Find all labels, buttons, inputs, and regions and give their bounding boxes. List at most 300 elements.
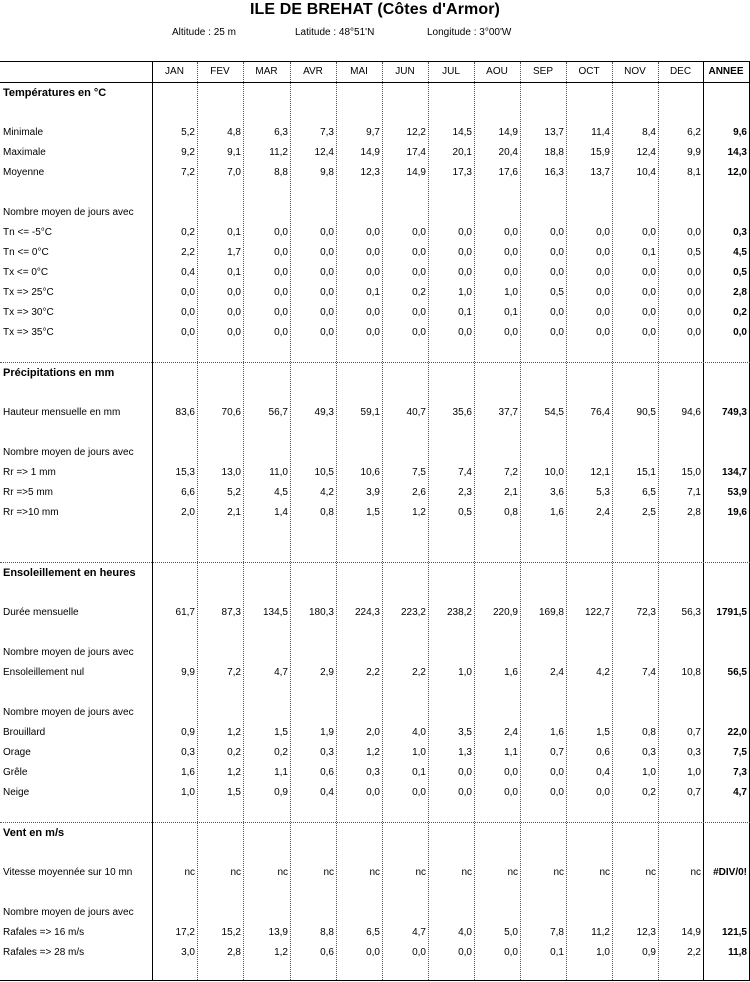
- monthly-value: 1,1: [274, 767, 288, 778]
- monthly-value: 0,0: [412, 247, 426, 258]
- longitude-label: Longitude : 3°00'W: [427, 27, 512, 38]
- monthly-value: 61,7: [175, 607, 195, 618]
- monthly-value: 7,2: [227, 667, 241, 678]
- monthly-value: 1,2: [227, 727, 241, 738]
- monthly-value: 0,2: [181, 227, 195, 238]
- monthly-value: 0,1: [227, 227, 241, 238]
- monthly-value: nc: [369, 867, 380, 878]
- monthly-value: 0,0: [366, 267, 380, 278]
- monthly-value: 0,0: [181, 327, 195, 338]
- monthly-value: 0,0: [596, 247, 610, 258]
- monthly-value: nc: [184, 867, 195, 878]
- monthly-value: 59,1: [360, 407, 380, 418]
- monthly-value: 0,0: [642, 227, 656, 238]
- monthly-value: 37,7: [498, 407, 518, 418]
- monthly-value: 17,3: [452, 167, 472, 178]
- monthly-value: 10,8: [681, 667, 701, 678]
- monthly-value: 0,0: [687, 267, 701, 278]
- monthly-value: 11,4: [591, 127, 610, 138]
- annual-value: 9,6: [733, 127, 747, 138]
- monthly-value: 1,7: [227, 247, 241, 258]
- monthly-value: 6,3: [274, 127, 288, 138]
- monthly-value: 0,0: [366, 227, 380, 238]
- monthly-value: 2,8: [687, 507, 701, 518]
- monthly-value: 15,0: [681, 467, 701, 478]
- monthly-value: 2,4: [550, 667, 564, 678]
- monthly-value: 0,0: [550, 327, 564, 338]
- monthly-value: 0,0: [458, 227, 472, 238]
- monthly-value: 0,0: [412, 327, 426, 338]
- annual-value: 14,3: [727, 147, 747, 158]
- monthly-value: 0,0: [320, 267, 334, 278]
- monthly-value: 0,2: [412, 287, 426, 298]
- row-label: Neige: [3, 787, 30, 798]
- monthly-value: 2,1: [227, 507, 241, 518]
- monthly-value: 9,9: [687, 147, 701, 158]
- monthly-value: 13,7: [544, 127, 564, 138]
- monthly-value: 0,0: [366, 247, 380, 258]
- monthly-value: 0,9: [642, 947, 656, 958]
- monthly-value: 1,5: [366, 507, 380, 518]
- monthly-value: 0,0: [504, 227, 518, 238]
- monthly-value: nc: [599, 867, 610, 878]
- monthly-value: 7,4: [458, 467, 472, 478]
- row-label: Rr => 1 mm: [3, 467, 56, 478]
- monthly-value: 1,0: [458, 667, 472, 678]
- monthly-value: 4,0: [458, 927, 472, 938]
- monthly-value: 56,3: [681, 607, 701, 618]
- monthly-value: 4,7: [274, 667, 288, 678]
- monthly-value: 15,3: [175, 467, 195, 478]
- monthly-value: 0,6: [320, 947, 334, 958]
- monthly-value: 10,4: [636, 167, 656, 178]
- column-header: DEC: [669, 66, 692, 77]
- table-bottom-border: [0, 980, 750, 981]
- monthly-value: 0,0: [320, 327, 334, 338]
- monthly-value: 0,0: [412, 787, 426, 798]
- monthly-value: 72,3: [636, 607, 656, 618]
- row-label: Vitesse moyennée sur 10 mn: [3, 867, 133, 878]
- annual-value: 4,5: [733, 247, 747, 258]
- monthly-value: 1,0: [642, 767, 656, 778]
- row-label: Rafales => 16 m/s: [3, 927, 85, 938]
- annual-value: 19,6: [727, 507, 747, 518]
- monthly-value: 0,0: [596, 227, 610, 238]
- section-heading: Vent en m/s: [3, 827, 65, 839]
- monthly-value: 1,0: [412, 747, 426, 758]
- monthly-value: 4,7: [412, 927, 426, 938]
- annual-value: 0,5: [733, 267, 747, 278]
- monthly-value: 1,0: [181, 787, 195, 798]
- monthly-value: 1,2: [274, 947, 288, 958]
- row-label: Tx => 30°C: [3, 307, 54, 318]
- monthly-value: 6,5: [642, 487, 656, 498]
- monthly-value: 1,0: [504, 287, 518, 298]
- page-title: ILE DE BREHAT (Côtes d'Armor): [250, 1, 500, 18]
- monthly-value: 1,6: [550, 727, 564, 738]
- monthly-value: 1,6: [550, 507, 564, 518]
- monthly-value: 1,5: [227, 787, 241, 798]
- monthly-value: 7,5: [412, 467, 426, 478]
- monthly-value: 6,5: [366, 927, 380, 938]
- monthly-value: 0,7: [550, 747, 564, 758]
- monthly-value: 0,0: [274, 247, 288, 258]
- annual-value: 0,2: [733, 307, 747, 318]
- monthly-value: 1,2: [227, 767, 241, 778]
- monthly-value: 0,0: [227, 307, 241, 318]
- monthly-value: 0,0: [458, 247, 472, 258]
- annual-value: 749,3: [721, 407, 747, 418]
- monthly-value: 0,0: [412, 307, 426, 318]
- monthly-value: 9,9: [181, 667, 195, 678]
- monthly-value: 0,0: [274, 307, 288, 318]
- monthly-value: 14,5: [452, 127, 472, 138]
- monthly-value: 5,0: [504, 927, 518, 938]
- monthly-value: 0,0: [596, 267, 610, 278]
- monthly-value: 2,0: [181, 507, 195, 518]
- monthly-value: nc: [553, 867, 564, 878]
- row-label: Rr =>5 mm: [3, 487, 54, 498]
- monthly-value: 10,0: [544, 467, 564, 478]
- monthly-value: 6,2: [687, 127, 701, 138]
- monthly-value: 0,0: [504, 787, 518, 798]
- monthly-value: 8,8: [274, 167, 288, 178]
- monthly-value: nc: [507, 867, 518, 878]
- column-header: AVR: [303, 66, 323, 77]
- monthly-value: 0,1: [366, 287, 380, 298]
- monthly-value: 0,0: [366, 307, 380, 318]
- row-label: Tx <= 0°C: [3, 267, 49, 278]
- monthly-value: 1,3: [458, 747, 472, 758]
- monthly-value: 0,3: [642, 747, 656, 758]
- monthly-value: nc: [230, 867, 241, 878]
- monthly-value: 0,0: [274, 267, 288, 278]
- monthly-value: 0,0: [274, 327, 288, 338]
- monthly-value: 4,2: [320, 487, 334, 498]
- monthly-value: 0,1: [458, 307, 472, 318]
- monthly-value: 2,8: [227, 947, 241, 958]
- monthly-value: 0,1: [504, 307, 518, 318]
- monthly-value: 0,9: [274, 787, 288, 798]
- monthly-value: 9,2: [181, 147, 195, 158]
- monthly-value: 0,0: [504, 947, 518, 958]
- monthly-value: 1,5: [274, 727, 288, 738]
- monthly-value: 224,3: [354, 607, 380, 618]
- monthly-value: 0,4: [181, 267, 195, 278]
- monthly-value: 1,4: [274, 507, 288, 518]
- monthly-value: 0,6: [320, 767, 334, 778]
- monthly-value: 220,9: [492, 607, 518, 618]
- monthly-value: 0,0: [596, 327, 610, 338]
- monthly-value: 16,3: [544, 167, 564, 178]
- section-heading: Températures en °C: [3, 87, 107, 99]
- monthly-value: 1,0: [458, 287, 472, 298]
- row-label: Nombre moyen de jours avec: [3, 207, 134, 218]
- monthly-value: nc: [690, 867, 701, 878]
- monthly-value: 18,8: [544, 147, 564, 158]
- monthly-value: 2,2: [412, 667, 426, 678]
- monthly-value: 0,0: [320, 247, 334, 258]
- annual-value: 53,9: [727, 487, 747, 498]
- section-heading: Ensoleillement en heures: [3, 567, 136, 579]
- annual-value: 134,7: [721, 467, 747, 478]
- column-header: OCT: [578, 66, 600, 77]
- column-header: FEV: [210, 66, 230, 77]
- monthly-value: 0,0: [550, 307, 564, 318]
- monthly-value: 17,6: [498, 167, 518, 178]
- monthly-value: nc: [415, 867, 426, 878]
- monthly-value: 0,0: [687, 227, 701, 238]
- monthly-value: 0,0: [227, 327, 241, 338]
- monthly-value: 134,5: [262, 607, 288, 618]
- monthly-value: 13,0: [221, 467, 241, 478]
- row-label: Tn <= 0°C: [3, 247, 49, 258]
- monthly-value: 2,2: [181, 247, 195, 258]
- monthly-value: 7,3: [320, 127, 334, 138]
- annual-value: 1791,5: [716, 607, 747, 618]
- annual-value: 56,5: [727, 667, 747, 678]
- row-label: Hauteur mensuelle en mm: [3, 407, 121, 418]
- monthly-value: 7,8: [550, 927, 564, 938]
- monthly-value: 2,2: [687, 947, 701, 958]
- column-header: MAR: [255, 66, 278, 77]
- monthly-value: nc: [461, 867, 472, 878]
- monthly-value: 0,0: [504, 767, 518, 778]
- monthly-value: 0,8: [504, 507, 518, 518]
- monthly-value: 0,0: [687, 287, 701, 298]
- monthly-value: 35,6: [452, 407, 472, 418]
- monthly-value: 2,9: [320, 667, 334, 678]
- annual-value: 2,8: [733, 287, 747, 298]
- monthly-value: 0,0: [366, 787, 380, 798]
- monthly-value: 49,3: [314, 407, 334, 418]
- monthly-value: 0,0: [550, 227, 564, 238]
- monthly-value: 0,0: [550, 787, 564, 798]
- annual-value: 12,0: [727, 167, 747, 178]
- row-label: Nombre moyen de jours avec: [3, 907, 134, 918]
- row-label: Tx => 25°C: [3, 287, 54, 298]
- row-label: Maximale: [3, 147, 46, 158]
- monthly-value: 0,0: [181, 307, 195, 318]
- row-label: Ensoleillement nul: [3, 667, 85, 678]
- monthly-value: 2,0: [366, 727, 380, 738]
- monthly-value: 0,9: [181, 727, 195, 738]
- monthly-value: 238,2: [446, 607, 472, 618]
- monthly-value: 0,3: [320, 747, 334, 758]
- annual-value: 0,0: [733, 327, 747, 338]
- column-header: ANNEE: [708, 66, 744, 77]
- annual-value: 22,0: [727, 727, 747, 738]
- monthly-value: 7,4: [642, 667, 656, 678]
- latitude-label: Latitude : 48°51'N: [295, 27, 375, 38]
- monthly-value: 0,5: [687, 247, 701, 258]
- monthly-value: 0,1: [227, 267, 241, 278]
- monthly-value: 6,6: [181, 487, 195, 498]
- row-label: Rafales => 28 m/s: [3, 947, 85, 958]
- annual-value: 0,3: [733, 227, 747, 238]
- monthly-value: 1,2: [366, 747, 380, 758]
- monthly-value: 2,1: [504, 487, 518, 498]
- monthly-value: 5,3: [596, 487, 610, 498]
- monthly-value: 1,1: [504, 747, 518, 758]
- monthly-value: 20,4: [498, 147, 518, 158]
- monthly-value: 15,2: [221, 927, 241, 938]
- monthly-value: 0,4: [596, 767, 610, 778]
- monthly-value: 0,0: [596, 287, 610, 298]
- monthly-value: 0,4: [320, 787, 334, 798]
- monthly-value: 223,2: [400, 607, 426, 618]
- monthly-value: 0,8: [642, 727, 656, 738]
- monthly-value: 7,1: [687, 487, 701, 498]
- monthly-value: 0,0: [458, 267, 472, 278]
- monthly-value: 1,0: [687, 767, 701, 778]
- row-label: Orage: [3, 747, 31, 758]
- monthly-value: 83,6: [175, 407, 195, 418]
- monthly-value: 0,3: [181, 747, 195, 758]
- monthly-value: nc: [277, 867, 288, 878]
- monthly-value: 0,2: [274, 747, 288, 758]
- monthly-value: 0,8: [320, 507, 334, 518]
- monthly-value: 0,0: [687, 327, 701, 338]
- monthly-value: 7,2: [504, 467, 518, 478]
- monthly-value: 9,1: [227, 147, 241, 158]
- row-label: Moyenne: [3, 167, 45, 178]
- monthly-value: 9,7: [366, 127, 380, 138]
- monthly-value: 122,7: [584, 607, 610, 618]
- monthly-value: 0,1: [412, 767, 426, 778]
- monthly-value: 15,9: [590, 147, 610, 158]
- monthly-value: 10,5: [314, 467, 334, 478]
- monthly-value: 2,5: [642, 507, 656, 518]
- row-label: Brouillard: [3, 727, 46, 738]
- row-label: Tn <= -5°C: [3, 227, 53, 238]
- monthly-value: 0,0: [642, 267, 656, 278]
- monthly-value: 20,1: [452, 147, 472, 158]
- monthly-value: 0,1: [550, 947, 564, 958]
- monthly-value: 70,6: [221, 407, 241, 418]
- monthly-value: 0,7: [687, 727, 701, 738]
- monthly-value: 11,0: [269, 467, 288, 478]
- monthly-value: 0,0: [366, 947, 380, 958]
- annual-value: #DIV/0!: [713, 867, 747, 878]
- row-label: Grêle: [3, 767, 28, 778]
- monthly-value: 0,0: [458, 767, 472, 778]
- monthly-value: 0,0: [550, 247, 564, 258]
- monthly-value: 2,2: [366, 667, 380, 678]
- row-label: Tx => 35°C: [3, 327, 54, 338]
- monthly-value: 0,0: [504, 327, 518, 338]
- monthly-value: 12,4: [314, 147, 334, 158]
- monthly-value: 1,5: [596, 727, 610, 738]
- monthly-value: 3,5: [458, 727, 472, 738]
- monthly-value: 8,4: [642, 127, 656, 138]
- monthly-value: 0,6: [596, 747, 610, 758]
- monthly-value: 0,0: [687, 307, 701, 318]
- column-header: JUN: [395, 66, 415, 77]
- monthly-value: 0,0: [596, 307, 610, 318]
- monthly-value: 0,1: [642, 247, 656, 258]
- monthly-value: 1,9: [320, 727, 334, 738]
- monthly-value: 14,9: [360, 147, 380, 158]
- annual-value: 7,3: [733, 767, 747, 778]
- monthly-value: nc: [323, 867, 334, 878]
- monthly-value: 14,9: [498, 127, 518, 138]
- monthly-value: 0,5: [458, 507, 472, 518]
- monthly-value: 0,7: [687, 787, 701, 798]
- monthly-value: 1,0: [596, 947, 610, 958]
- column-header: MAI: [350, 66, 368, 77]
- monthly-value: 0,0: [550, 767, 564, 778]
- monthly-value: 0,0: [596, 787, 610, 798]
- monthly-value: 0,0: [412, 267, 426, 278]
- monthly-value: 13,9: [268, 927, 288, 938]
- monthly-value: 2,6: [412, 487, 426, 498]
- monthly-value: 4,2: [596, 667, 610, 678]
- monthly-value: 0,0: [366, 327, 380, 338]
- row-label: Durée mensuelle: [3, 607, 79, 618]
- monthly-value: 87,3: [221, 607, 241, 618]
- monthly-value: 0,2: [642, 787, 656, 798]
- monthly-value: 4,8: [227, 127, 241, 138]
- monthly-value: 3,9: [366, 487, 380, 498]
- row-label: Nombre moyen de jours avec: [3, 707, 134, 718]
- monthly-value: 14,9: [681, 927, 701, 938]
- annual-value: 121,5: [721, 927, 747, 938]
- monthly-value: 17,4: [406, 147, 426, 158]
- monthly-value: 11,2: [269, 147, 288, 158]
- monthly-value: 0,0: [320, 307, 334, 318]
- monthly-value: 0,0: [642, 327, 656, 338]
- monthly-value: nc: [645, 867, 656, 878]
- monthly-value: 94,6: [681, 407, 701, 418]
- monthly-value: 0,0: [504, 247, 518, 258]
- monthly-value: 12,1: [590, 467, 610, 478]
- monthly-value: 0,3: [366, 767, 380, 778]
- monthly-value: 54,5: [544, 407, 564, 418]
- monthly-value: 5,2: [227, 487, 241, 498]
- monthly-value: 0,0: [550, 267, 564, 278]
- monthly-value: 40,7: [406, 407, 426, 418]
- monthly-value: 12,2: [406, 127, 426, 138]
- monthly-value: 0,0: [274, 227, 288, 238]
- monthly-value: 13,7: [590, 167, 610, 178]
- column-header: AOU: [486, 66, 508, 77]
- monthly-value: 0,0: [412, 227, 426, 238]
- monthly-value: 0,0: [642, 307, 656, 318]
- monthly-value: 1,2: [412, 507, 426, 518]
- monthly-value: 12,3: [360, 167, 380, 178]
- annual-value: 7,5: [733, 747, 747, 758]
- monthly-value: 0,0: [504, 267, 518, 278]
- monthly-value: 8,8: [320, 927, 334, 938]
- column-header: JAN: [165, 66, 184, 77]
- monthly-value: 8,1: [687, 167, 701, 178]
- column-header: SEP: [532, 66, 553, 77]
- monthly-value: 10,6: [360, 467, 380, 478]
- monthly-value: 12,4: [636, 147, 656, 158]
- monthly-value: 0,0: [642, 287, 656, 298]
- monthly-value: 2,3: [458, 487, 472, 498]
- column-header: NOV: [624, 66, 646, 77]
- monthly-value: 0,0: [458, 947, 472, 958]
- monthly-value: 1,6: [504, 667, 518, 678]
- monthly-value: 3,6: [550, 487, 564, 498]
- altitude-label: Altitude : 25 m: [172, 27, 236, 38]
- column-header: JUL: [442, 66, 460, 77]
- monthly-value: 0,3: [687, 747, 701, 758]
- monthly-value: 2,4: [504, 727, 518, 738]
- monthly-value: 12,3: [636, 927, 656, 938]
